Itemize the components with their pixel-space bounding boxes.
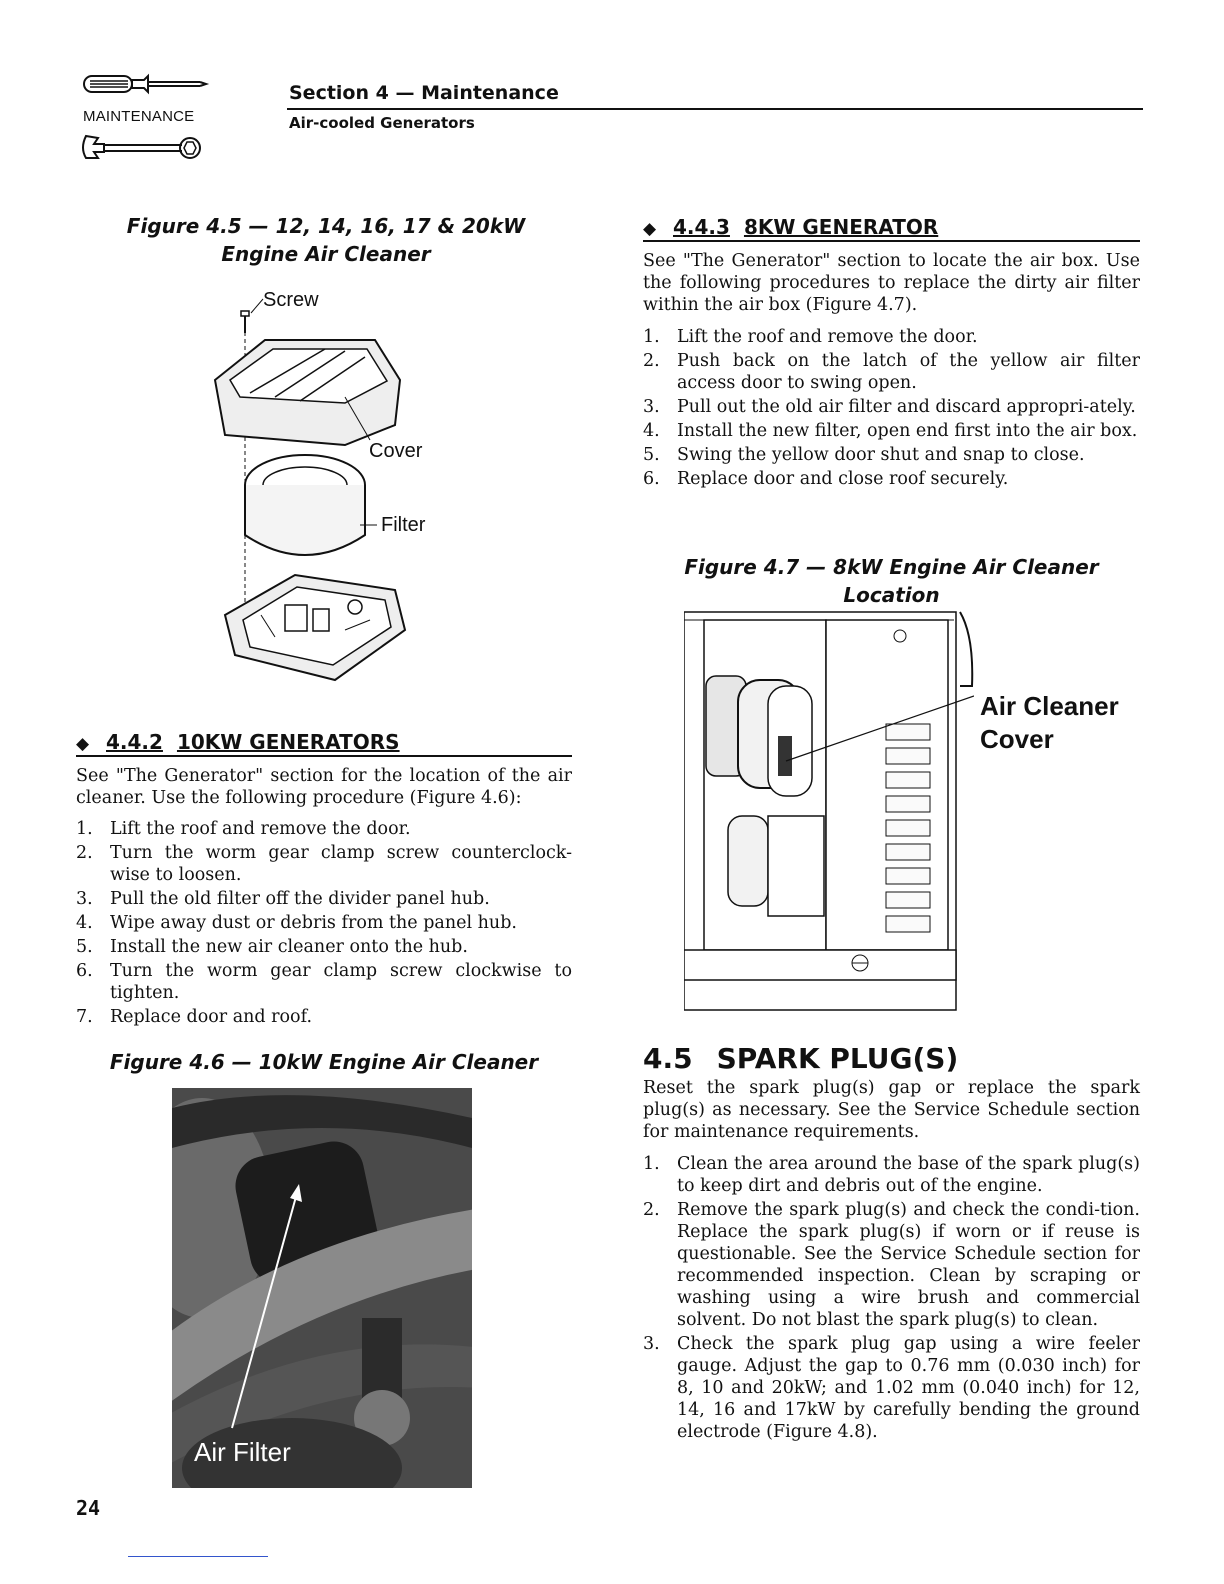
section-number: 4.4.3 bbox=[673, 215, 730, 239]
list-item: 5. Swing the yellow door shut and snap to close. bbox=[643, 445, 1085, 465]
footer-link-rule bbox=[128, 1556, 268, 1557]
list-item: 2. Remove the spark plug(s) and check the condi-tion. Replace the spark plug(s) if worn or if reuse is questionable. See the Service Schedule section for recommended inspection. Clean by scraping or washing using a wire brush and commercial solvent. Do not blast the spark plug(s) to clean. bbox=[643, 1200, 1140, 1330]
section-4-4-3-heading bbox=[643, 215, 1140, 242]
list-item: 6. Turn the worm gear clamp screw clockwise to tighten. bbox=[76, 961, 572, 1003]
section-heading-title: SPARK PLUG(S) bbox=[716, 1042, 959, 1075]
figure-4-5-caption bbox=[120, 212, 532, 268]
figure-4-6-photo bbox=[172, 1088, 472, 1488]
screw-label: Screw bbox=[263, 289, 319, 311]
list-item: 5. Install the new air cleaner onto the hub. bbox=[76, 937, 468, 957]
section-number: 4.5 bbox=[643, 1042, 693, 1075]
list-item: 4. Install the new filter, open end first into the air box. bbox=[643, 421, 1138, 441]
section-heading-title: 10KW GENERATORS bbox=[176, 730, 400, 754]
section-subtitle: Air-cooled Generators bbox=[289, 114, 475, 132]
screwdriver-icon bbox=[78, 70, 213, 110]
figure-4-7-caption: Figure 4.7 — 8kW Engine Air Cleaner Location bbox=[684, 555, 1099, 607]
air-filter-label: Air Filter bbox=[194, 1437, 291, 1467]
section-4-5-heading bbox=[643, 1042, 958, 1075]
engine-air-filter-photo bbox=[172, 1088, 472, 1488]
section-4-4-2-heading bbox=[76, 730, 572, 757]
list-item: 2. Turn the worm gear clamp screw counterclock-wise to loosen. bbox=[76, 843, 572, 885]
list-item: 4. Wipe away dust or debris from the panel hub. bbox=[76, 913, 517, 933]
maintenance-logo bbox=[78, 70, 213, 170]
list-item: 3. Pull the old filter off the divider panel hub. bbox=[76, 889, 490, 909]
section-4-5-intro: Reset the spark plug(s) gap or replace the spark plug(s) as necessary. See the Service Schedule section for maintenance requirements. bbox=[643, 1078, 1140, 1142]
figure-4-5-caption-line2: Engine Air Cleaner bbox=[221, 242, 431, 266]
section-4-5-steps bbox=[643, 1153, 1140, 1445]
list-item: 3. Pull out the old air filter and discard appropri-ately. bbox=[643, 397, 1136, 417]
list-item: 6. Replace door and close roof securely. bbox=[643, 469, 1009, 489]
section-4-4-3-intro: See "The Generator" section to locate the air box. Use the following procedures to replace the dirty air filter within the air box (Figure 4.7). bbox=[643, 251, 1140, 315]
section-heading-title: 8KW GENERATOR bbox=[743, 215, 939, 239]
list-item: 7. Replace door and roof. bbox=[76, 1007, 313, 1027]
air-cleaner-exploded-drawing bbox=[195, 285, 455, 705]
diamond-bullet-icon: ◆ bbox=[643, 219, 657, 239]
figure-4-7-diagram bbox=[684, 606, 1124, 1012]
logo-label: MAINTENANCE bbox=[83, 108, 195, 125]
section-4-4-3-steps bbox=[643, 326, 1140, 492]
page-number: 24 bbox=[76, 1496, 101, 1520]
air-cleaner-label-line2: Cover bbox=[980, 724, 1054, 754]
list-item: 2. Push back on the latch of the yellow air filter access door to swing open. bbox=[643, 351, 1140, 393]
air-cleaner-label-line1: Air Cleaner bbox=[980, 691, 1119, 721]
section-4-4-2-steps bbox=[76, 818, 572, 1030]
list-item: 1. Clean the area around the base of the spark plug(s) to keep dirt and debris out of the engine. bbox=[643, 1154, 1140, 1196]
figure-4-5-diagram bbox=[195, 285, 455, 705]
list-item: 3. Check the spark plug gap using a wire feeler gauge. Adjust the gap to 0.76 mm (0.030 inch) for 8, 10 and 20kW; and 1.02 mm (0.040 inch) for 12, 14, 16 and 17kW by carefully bending the ground electrode (Figure 4.8). bbox=[643, 1334, 1140, 1442]
section-4-4-2-intro: See "The Generator" section for the location of the air cleaner. Use the following procedure (Figure 4.6): bbox=[76, 766, 572, 808]
section-title: Section 4 — Maintenance bbox=[289, 82, 559, 104]
figure-4-6-caption: Figure 4.6 — 10kW Engine Air Cleaner bbox=[109, 1050, 539, 1074]
section-number: 4.4.2 bbox=[106, 730, 163, 754]
wrench-icon bbox=[78, 128, 213, 168]
cover-label: Cover bbox=[369, 440, 423, 462]
air-cleaner-cover-label bbox=[980, 690, 1119, 756]
list-item: 1. Lift the roof and remove the door. bbox=[76, 819, 411, 839]
header-rule bbox=[287, 108, 1143, 110]
list-item: 1. Lift the roof and remove the door. bbox=[643, 327, 978, 347]
figure-4-5-caption-line1: Figure 4.5 — 12, 14, 16, 17 & 20kW bbox=[126, 214, 526, 238]
generator-enclosure-drawing bbox=[684, 606, 974, 1012]
diamond-bullet-icon: ◆ bbox=[76, 734, 90, 754]
filter-label: Filter bbox=[381, 514, 426, 536]
